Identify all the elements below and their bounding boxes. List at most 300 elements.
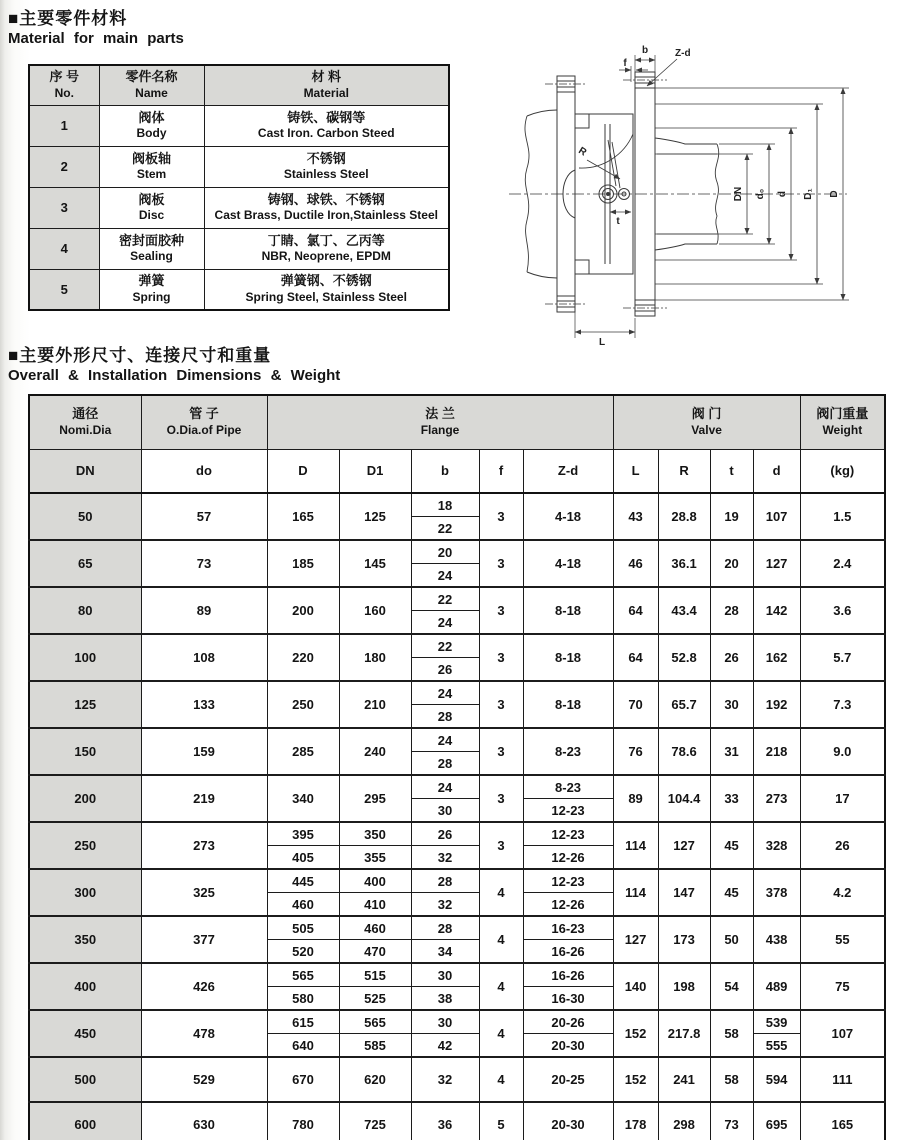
- material-material-zh: 弹簧钢、不锈钢: [280, 273, 372, 289]
- dim-cell-f: 4: [479, 869, 523, 916]
- dim-cell-b: [411, 728, 479, 775]
- dim-cell-d: 142: [753, 587, 800, 634]
- dim-cell-zd: [523, 822, 613, 869]
- dim-cell-kg: 4.2: [800, 869, 885, 916]
- material-name-cell: [99, 228, 204, 269]
- dim-cell-D1: 145: [339, 540, 411, 587]
- dim-cell-R: 127: [658, 822, 710, 869]
- dim-cell-D-value: 505: [292, 920, 314, 936]
- dim-cell-t: 58: [710, 1057, 753, 1102]
- dim-cell-b-value: 32: [412, 845, 479, 868]
- dim-cell-do: 377: [141, 916, 267, 963]
- dim-cell-R: 36.1: [658, 540, 710, 587]
- dim-cell-b: [411, 869, 479, 916]
- dim-cell-D1-value: 400: [364, 873, 386, 889]
- dim-cell-d: 489: [753, 963, 800, 1010]
- dim-cell-D1: [339, 869, 411, 916]
- dim-cell-t: 58: [710, 1010, 753, 1057]
- dimension-row: [29, 775, 885, 822]
- dim-cell-t: 31: [710, 728, 753, 775]
- dim-cell-f: 3: [479, 728, 523, 775]
- dim-cell-b-value: 24: [412, 563, 479, 586]
- dim-cell-L: 178: [613, 1102, 658, 1140]
- group-header-flange-en: Flange: [420, 423, 460, 438]
- dim-cell-D: 250: [267, 681, 339, 728]
- dim-cell-zd: [523, 775, 613, 822]
- dim-cell-do: 630: [141, 1102, 267, 1140]
- dim-cell-D: 220: [267, 634, 339, 681]
- dim-cell-zd-split: [524, 1011, 613, 1056]
- dim-cell-D-value: 445: [292, 873, 314, 889]
- drawing-label-dn: DN: [733, 186, 744, 202]
- dim-cell-dn: 450: [29, 1010, 141, 1057]
- dim-cell-D: [267, 1010, 339, 1057]
- dim-cell-D-value: 640: [268, 1033, 339, 1056]
- section-dimensions-heading: [8, 341, 340, 384]
- dim-cell-b-split: [412, 917, 479, 962]
- material-row: [29, 105, 449, 146]
- drawing-label-r: R: [576, 145, 589, 159]
- material-name-zh: 阀板轴: [131, 150, 171, 166]
- dim-cell-b-split: [412, 729, 479, 774]
- material-name-en: Body: [136, 126, 167, 141]
- drawing-label-b: b: [641, 45, 649, 56]
- dim-cell-R: 198: [658, 963, 710, 1010]
- material-row: [29, 228, 449, 269]
- group-header-weight-zh: 阀门重量: [816, 406, 869, 422]
- dim-cell-f: 3: [479, 540, 523, 587]
- material-material-cell: [204, 105, 449, 146]
- dim-cell-L: 43: [613, 493, 658, 540]
- material-name-zh: 阀板: [138, 191, 165, 207]
- materials-header-name-en: Name: [135, 86, 168, 101]
- dim-cell-R: 28.8: [658, 493, 710, 540]
- col-header-l: L: [613, 449, 658, 493]
- dim-cell-f: 4: [479, 1010, 523, 1057]
- dim-cell-dn: 150: [29, 728, 141, 775]
- materials-header-no: [29, 65, 99, 105]
- dim-cell-b-value: 22: [437, 638, 453, 654]
- dim-cell-kg: 9.0: [800, 728, 885, 775]
- dim-cell-D: [267, 822, 339, 869]
- material-row: [29, 187, 449, 228]
- dim-cell-b-value: 28: [412, 704, 479, 727]
- dim-cell-D: 340: [267, 775, 339, 822]
- dim-cell-L: 114: [613, 822, 658, 869]
- dim-cell-b-split: [412, 870, 479, 915]
- dim-cell-t: 54: [710, 963, 753, 1010]
- material-name-en: Disc: [138, 208, 165, 223]
- valve-drawing-geometry: [509, 45, 849, 347]
- dim-cell-zd-value: 12-26: [524, 845, 613, 868]
- dim-cell-D1: 210: [339, 681, 411, 728]
- dim-cell-D-value: 565: [292, 967, 314, 983]
- material-no-cell: 1: [29, 105, 99, 146]
- dim-cell-L: 140: [613, 963, 658, 1010]
- dim-cell-dn: 100: [29, 634, 141, 681]
- material-material-en: Spring Steel, Stainless Steel: [245, 290, 407, 305]
- material-material-cell: [204, 269, 449, 310]
- material-material-zh: 不锈钢: [306, 150, 346, 166]
- dim-cell-zd: [523, 963, 613, 1010]
- dim-cell-kg: 111: [800, 1057, 885, 1102]
- materials-header-name-zh: 零件名称: [125, 69, 178, 85]
- dim-cell-R: 104.4: [658, 775, 710, 822]
- dim-cell-b: [411, 540, 479, 587]
- dim-cell-b-value: 30: [437, 967, 453, 983]
- dimension-row: [29, 869, 885, 916]
- dim-cell-D1-value: 350: [364, 826, 386, 842]
- dim-cell-f: 5: [479, 1102, 523, 1140]
- dim-cell-zd: 20-30: [523, 1102, 613, 1140]
- material-material-zh: 铸铁、碳钢等: [287, 109, 366, 125]
- material-name-cell: [99, 187, 204, 228]
- dim-cell-zd-split: [524, 917, 613, 962]
- dim-cell-b-split: [412, 823, 479, 868]
- dim-cell-zd: [523, 869, 613, 916]
- dim-cell-L: 64: [613, 587, 658, 634]
- col-header-d1: D1: [339, 449, 411, 493]
- dim-cell-b: [411, 775, 479, 822]
- materials-header-material: [204, 65, 449, 105]
- dim-cell-L: 89: [613, 775, 658, 822]
- dim-cell-b-split: [412, 635, 479, 680]
- dim-cell-L: 114: [613, 869, 658, 916]
- dim-cell-kg: 3.6: [800, 587, 885, 634]
- dimensions-table-body: [29, 493, 885, 1140]
- dimension-row: [29, 822, 885, 869]
- dim-cell-b-split: [412, 1011, 479, 1056]
- dim-cell-dn: 65: [29, 540, 141, 587]
- radius-leader: [587, 160, 620, 179]
- dim-cell-f: 4: [479, 963, 523, 1010]
- material-name-zh: 弹簧: [138, 273, 165, 289]
- col-header-kg: (kg): [800, 449, 885, 493]
- dim-cell-zd-value: 12-23: [551, 826, 585, 842]
- col-header-d: d: [753, 449, 800, 493]
- dim-cell-R: 43.4: [658, 587, 710, 634]
- drawing-label-l: L: [598, 337, 606, 347]
- group-header-row: [29, 395, 885, 449]
- dim-cell-b-value: 24: [437, 685, 453, 701]
- dim-cell-R: 65.7: [658, 681, 710, 728]
- dim-cell-R: 241: [658, 1057, 710, 1102]
- dim-cell-D1: [339, 822, 411, 869]
- group-header-weight-en: Weight: [822, 423, 863, 438]
- material-material-cell: [204, 146, 449, 187]
- dim-cell-do: 325: [141, 869, 267, 916]
- dim-cell-do: 89: [141, 587, 267, 634]
- dim-cell-L: 152: [613, 1057, 658, 1102]
- material-row: [29, 146, 449, 187]
- dim-cell-zd-value: 12-26: [524, 892, 613, 915]
- section1-title-en: Material for main parts: [8, 30, 184, 47]
- dimension-row: [29, 1010, 885, 1057]
- dim-cell-dn: 125: [29, 681, 141, 728]
- dim-cell-zd-value: 16-26: [551, 967, 585, 983]
- dim-cell-kg: 7.3: [800, 681, 885, 728]
- dim-cell-kg: 165: [800, 1102, 885, 1140]
- dimension-row: [29, 1102, 885, 1140]
- dim-cell-f: 3: [479, 587, 523, 634]
- dim-cell-b: 36: [411, 1102, 479, 1140]
- dimension-row: [29, 540, 885, 587]
- materials-header-name: [99, 65, 204, 105]
- dimension-row: [29, 493, 885, 540]
- section2-title-zh: ■主要外形尺寸、连接尺寸和重量: [8, 346, 272, 365]
- dim-cell-b-value: 24: [437, 779, 453, 795]
- dim-cell-b-value: 28: [437, 873, 453, 889]
- dimension-row: [29, 963, 885, 1010]
- col-header-dn: DN: [29, 449, 141, 493]
- group-header-nomidia-zh: 通径: [72, 406, 99, 422]
- dim-cell-D1-value: 355: [340, 845, 411, 868]
- dim-cell-t: 26: [710, 634, 753, 681]
- dim-cell-d: 218: [753, 728, 800, 775]
- dim-cell-b: [411, 822, 479, 869]
- dim-cell-dn: 500: [29, 1057, 141, 1102]
- dim-cell-L: 127: [613, 916, 658, 963]
- dim-cell-b-split: [412, 964, 479, 1009]
- dim-cell-b-value: 26: [412, 657, 479, 680]
- section2-title-en: Overall & Installation Dimensions & Weight: [8, 367, 341, 384]
- material-no-cell: 4: [29, 228, 99, 269]
- dim-cell-f: 3: [479, 634, 523, 681]
- dim-cell-D: 165: [267, 493, 339, 540]
- material-material-cell: [204, 228, 449, 269]
- left-pipe-top: [527, 110, 557, 116]
- dim-cell-D1-split: [340, 1011, 411, 1056]
- dim-cell-dn: 600: [29, 1102, 141, 1140]
- dim-cell-D: [267, 963, 339, 1010]
- dim-cell-d: 107: [753, 493, 800, 540]
- dimension-row: [29, 587, 885, 634]
- dim-cell-D-split: [268, 917, 339, 962]
- dim-cell-t: 20: [710, 540, 753, 587]
- dim-cell-D1: 160: [339, 587, 411, 634]
- group-header-pipe-zh: 管 子: [189, 406, 219, 422]
- material-name-en: Stem: [136, 167, 167, 182]
- dim-cell-zd-split: [524, 964, 613, 1009]
- dim-cell-D: 780: [267, 1102, 339, 1140]
- dim-cell-D1: 725: [339, 1102, 411, 1140]
- dim-cell-D: 670: [267, 1057, 339, 1102]
- dim-cell-D-value: 580: [268, 986, 339, 1009]
- column-header-row: [29, 449, 885, 493]
- dimensions-table: [28, 394, 886, 1140]
- dim-cell-dn: 250: [29, 822, 141, 869]
- dim-cell-b-value: 34: [412, 939, 479, 962]
- materials-table-body: [29, 105, 449, 310]
- group-header-pipe-en: O.Dia.of Pipe: [166, 423, 242, 438]
- group-header-weight: [800, 395, 885, 449]
- dim-cell-D1-split: [340, 823, 411, 868]
- dim-cell-f: 4: [479, 1057, 523, 1102]
- dim-cell-b-value: 22: [412, 516, 479, 539]
- dim-cell-d: 273: [753, 775, 800, 822]
- dim-cell-R: 52.8: [658, 634, 710, 681]
- dim-cell-D1-split: [340, 870, 411, 915]
- dim-cell-D-value: 615: [292, 1014, 314, 1030]
- dim-cell-kg: 17: [800, 775, 885, 822]
- materials-table: [28, 64, 450, 311]
- dim-cell-D1: [339, 1010, 411, 1057]
- dim-cell-D1: 620: [339, 1057, 411, 1102]
- dim-cell-t: 33: [710, 775, 753, 822]
- dim-cell-b-value: 30: [437, 1014, 453, 1030]
- drawing-label-f: f: [623, 58, 627, 69]
- material-no-cell: 2: [29, 146, 99, 187]
- material-name-zh: 密封面胶种: [118, 232, 184, 248]
- dim-cell-b: 32: [411, 1057, 479, 1102]
- material-name-cell: [99, 269, 204, 310]
- dim-cell-b-value: 26: [437, 826, 453, 842]
- dim-cell-b-value: 24: [437, 732, 453, 748]
- dim-cell-D-value: 395: [292, 826, 314, 842]
- dim-cell-D: 285: [267, 728, 339, 775]
- dim-cell-D-split: [268, 964, 339, 1009]
- dim-cell-D1: 180: [339, 634, 411, 681]
- dimension-row: [29, 728, 885, 775]
- dim-cell-D1: [339, 963, 411, 1010]
- dim-cell-b-value: 20: [437, 544, 453, 560]
- dimension-row: [29, 916, 885, 963]
- dim-cell-zd-value: 20-30: [524, 1033, 613, 1056]
- dim-cell-D1: [339, 916, 411, 963]
- dim-cell-D1-value: 585: [340, 1033, 411, 1056]
- dim-cell-L: 46: [613, 540, 658, 587]
- dim-cell-dn: 50: [29, 493, 141, 540]
- dim-cell-dn: 80: [29, 587, 141, 634]
- dim-cell-b-value: 28: [412, 751, 479, 774]
- group-header-flange: [267, 395, 613, 449]
- dim-cell-d: 378: [753, 869, 800, 916]
- dim-cell-L: 76: [613, 728, 658, 775]
- material-material-cell: [204, 187, 449, 228]
- dim-cell-b-value: 22: [437, 591, 453, 607]
- dim-cell-t: 30: [710, 681, 753, 728]
- dim-cell-D1: 240: [339, 728, 411, 775]
- dim-cell-zd-value: 12-23: [524, 798, 613, 821]
- drawing-label-flange-od: D: [829, 190, 840, 198]
- dim-cell-d: 594: [753, 1057, 800, 1102]
- dim-cell-d: 192: [753, 681, 800, 728]
- dim-cell-do: 133: [141, 681, 267, 728]
- dim-cell-do: 73: [141, 540, 267, 587]
- dim-cell-b-split: [412, 541, 479, 586]
- dim-cell-D-split: [268, 1011, 339, 1056]
- dim-cell-D1-value: 565: [364, 1014, 386, 1030]
- material-material-en: Cast Brass, Ductile Iron,Stainless Steel: [214, 208, 438, 223]
- dim-cell-D-split: [268, 823, 339, 868]
- dim-cell-zd: 20-25: [523, 1057, 613, 1102]
- drawing-label-d0: d₀: [755, 188, 766, 200]
- dim-cell-D1-split: [340, 964, 411, 1009]
- dim-cell-D: 200: [267, 587, 339, 634]
- dim-cell-b-value: 42: [412, 1033, 479, 1056]
- dim-cell-kg: 1.5: [800, 493, 885, 540]
- right-pipe-bottom: [655, 244, 717, 250]
- dim-cell-zd-value: 8-23: [555, 779, 582, 795]
- dim-cell-do: 108: [141, 634, 267, 681]
- dim-cell-zd: 8-18: [523, 681, 613, 728]
- dim-cell-do: 273: [141, 822, 267, 869]
- materials-header-no-en: No.: [54, 86, 74, 101]
- dim-cell-zd: 4-18: [523, 493, 613, 540]
- dim-cell-f: 3: [479, 681, 523, 728]
- drawing-label-zd: Z-d: [675, 48, 691, 59]
- col-header-z-d: Z-d: [523, 449, 613, 493]
- dim-cell-D: [267, 916, 339, 963]
- dim-cell-D-value: 460: [268, 892, 339, 915]
- material-name-en: Spring: [132, 290, 171, 305]
- dim-cell-zd: 8-18: [523, 587, 613, 634]
- dim-cell-b-split: [412, 682, 479, 727]
- dim-cell-b: [411, 634, 479, 681]
- materials-header-material-en: Material: [303, 86, 349, 101]
- material-row: [29, 269, 449, 310]
- dim-cell-t: 73: [710, 1102, 753, 1140]
- dim-cell-D1-split: [340, 917, 411, 962]
- dim-cell-t: 45: [710, 822, 753, 869]
- group-header-valve: [613, 395, 800, 449]
- col-header-f: f: [479, 449, 523, 493]
- drawing-label-t: t: [616, 216, 620, 227]
- dim-cell-zd-split: [524, 870, 613, 915]
- dim-cell-kg: 26: [800, 822, 885, 869]
- group-header-valve-en: Valve: [691, 423, 722, 438]
- group-header-nomidia-en: Nomi.Dia: [59, 423, 112, 438]
- material-no-cell: 5: [29, 269, 99, 310]
- materials-header-no-zh: 序 号: [49, 69, 80, 85]
- dim-cell-D-value: 405: [268, 845, 339, 868]
- dim-cell-b: [411, 1010, 479, 1057]
- group-header-flange-zh: 法 兰: [425, 406, 455, 422]
- dim-cell-f: 4: [479, 916, 523, 963]
- dim-cell-D1: 125: [339, 493, 411, 540]
- materials-header-row: [29, 65, 449, 105]
- dim-cell-b-value: 28: [437, 920, 453, 936]
- dim-cell-zd-value: 16-30: [524, 986, 613, 1009]
- dim-cell-kg: 75: [800, 963, 885, 1010]
- dim-cell-b-value: 18: [437, 497, 453, 513]
- material-material-zh: 铸钢、球铁、不锈钢: [267, 191, 385, 207]
- dim-cell-t: 28: [710, 587, 753, 634]
- dim-cell-D: [267, 869, 339, 916]
- dim-cell-d: 695: [753, 1102, 800, 1140]
- dim-cell-zd: [523, 916, 613, 963]
- dim-cell-do: 426: [141, 963, 267, 1010]
- dim-cell-b-value: 32: [412, 892, 479, 915]
- dim-cell-b-value: 30: [412, 798, 479, 821]
- dim-cell-b: [411, 963, 479, 1010]
- col-header-do: do: [141, 449, 267, 493]
- left-pipe-bottom: [527, 272, 557, 278]
- group-header-pipe: [141, 395, 267, 449]
- dim-cell-b-value: 24: [412, 610, 479, 633]
- dimension-row: [29, 634, 885, 681]
- material-name-cell: [99, 105, 204, 146]
- dim-cell-d-value: 539: [765, 1014, 788, 1030]
- dim-cell-do: 57: [141, 493, 267, 540]
- dim-cell-f: 3: [479, 822, 523, 869]
- col-header-d: D: [267, 449, 339, 493]
- material-material-zh: 丁睛、氯丁、乙丙等: [267, 232, 385, 248]
- dim-cell-f: 3: [479, 775, 523, 822]
- dim-cell-R: 173: [658, 916, 710, 963]
- dim-cell-zd: 8-23: [523, 728, 613, 775]
- dim-cell-kg: 107: [800, 1010, 885, 1057]
